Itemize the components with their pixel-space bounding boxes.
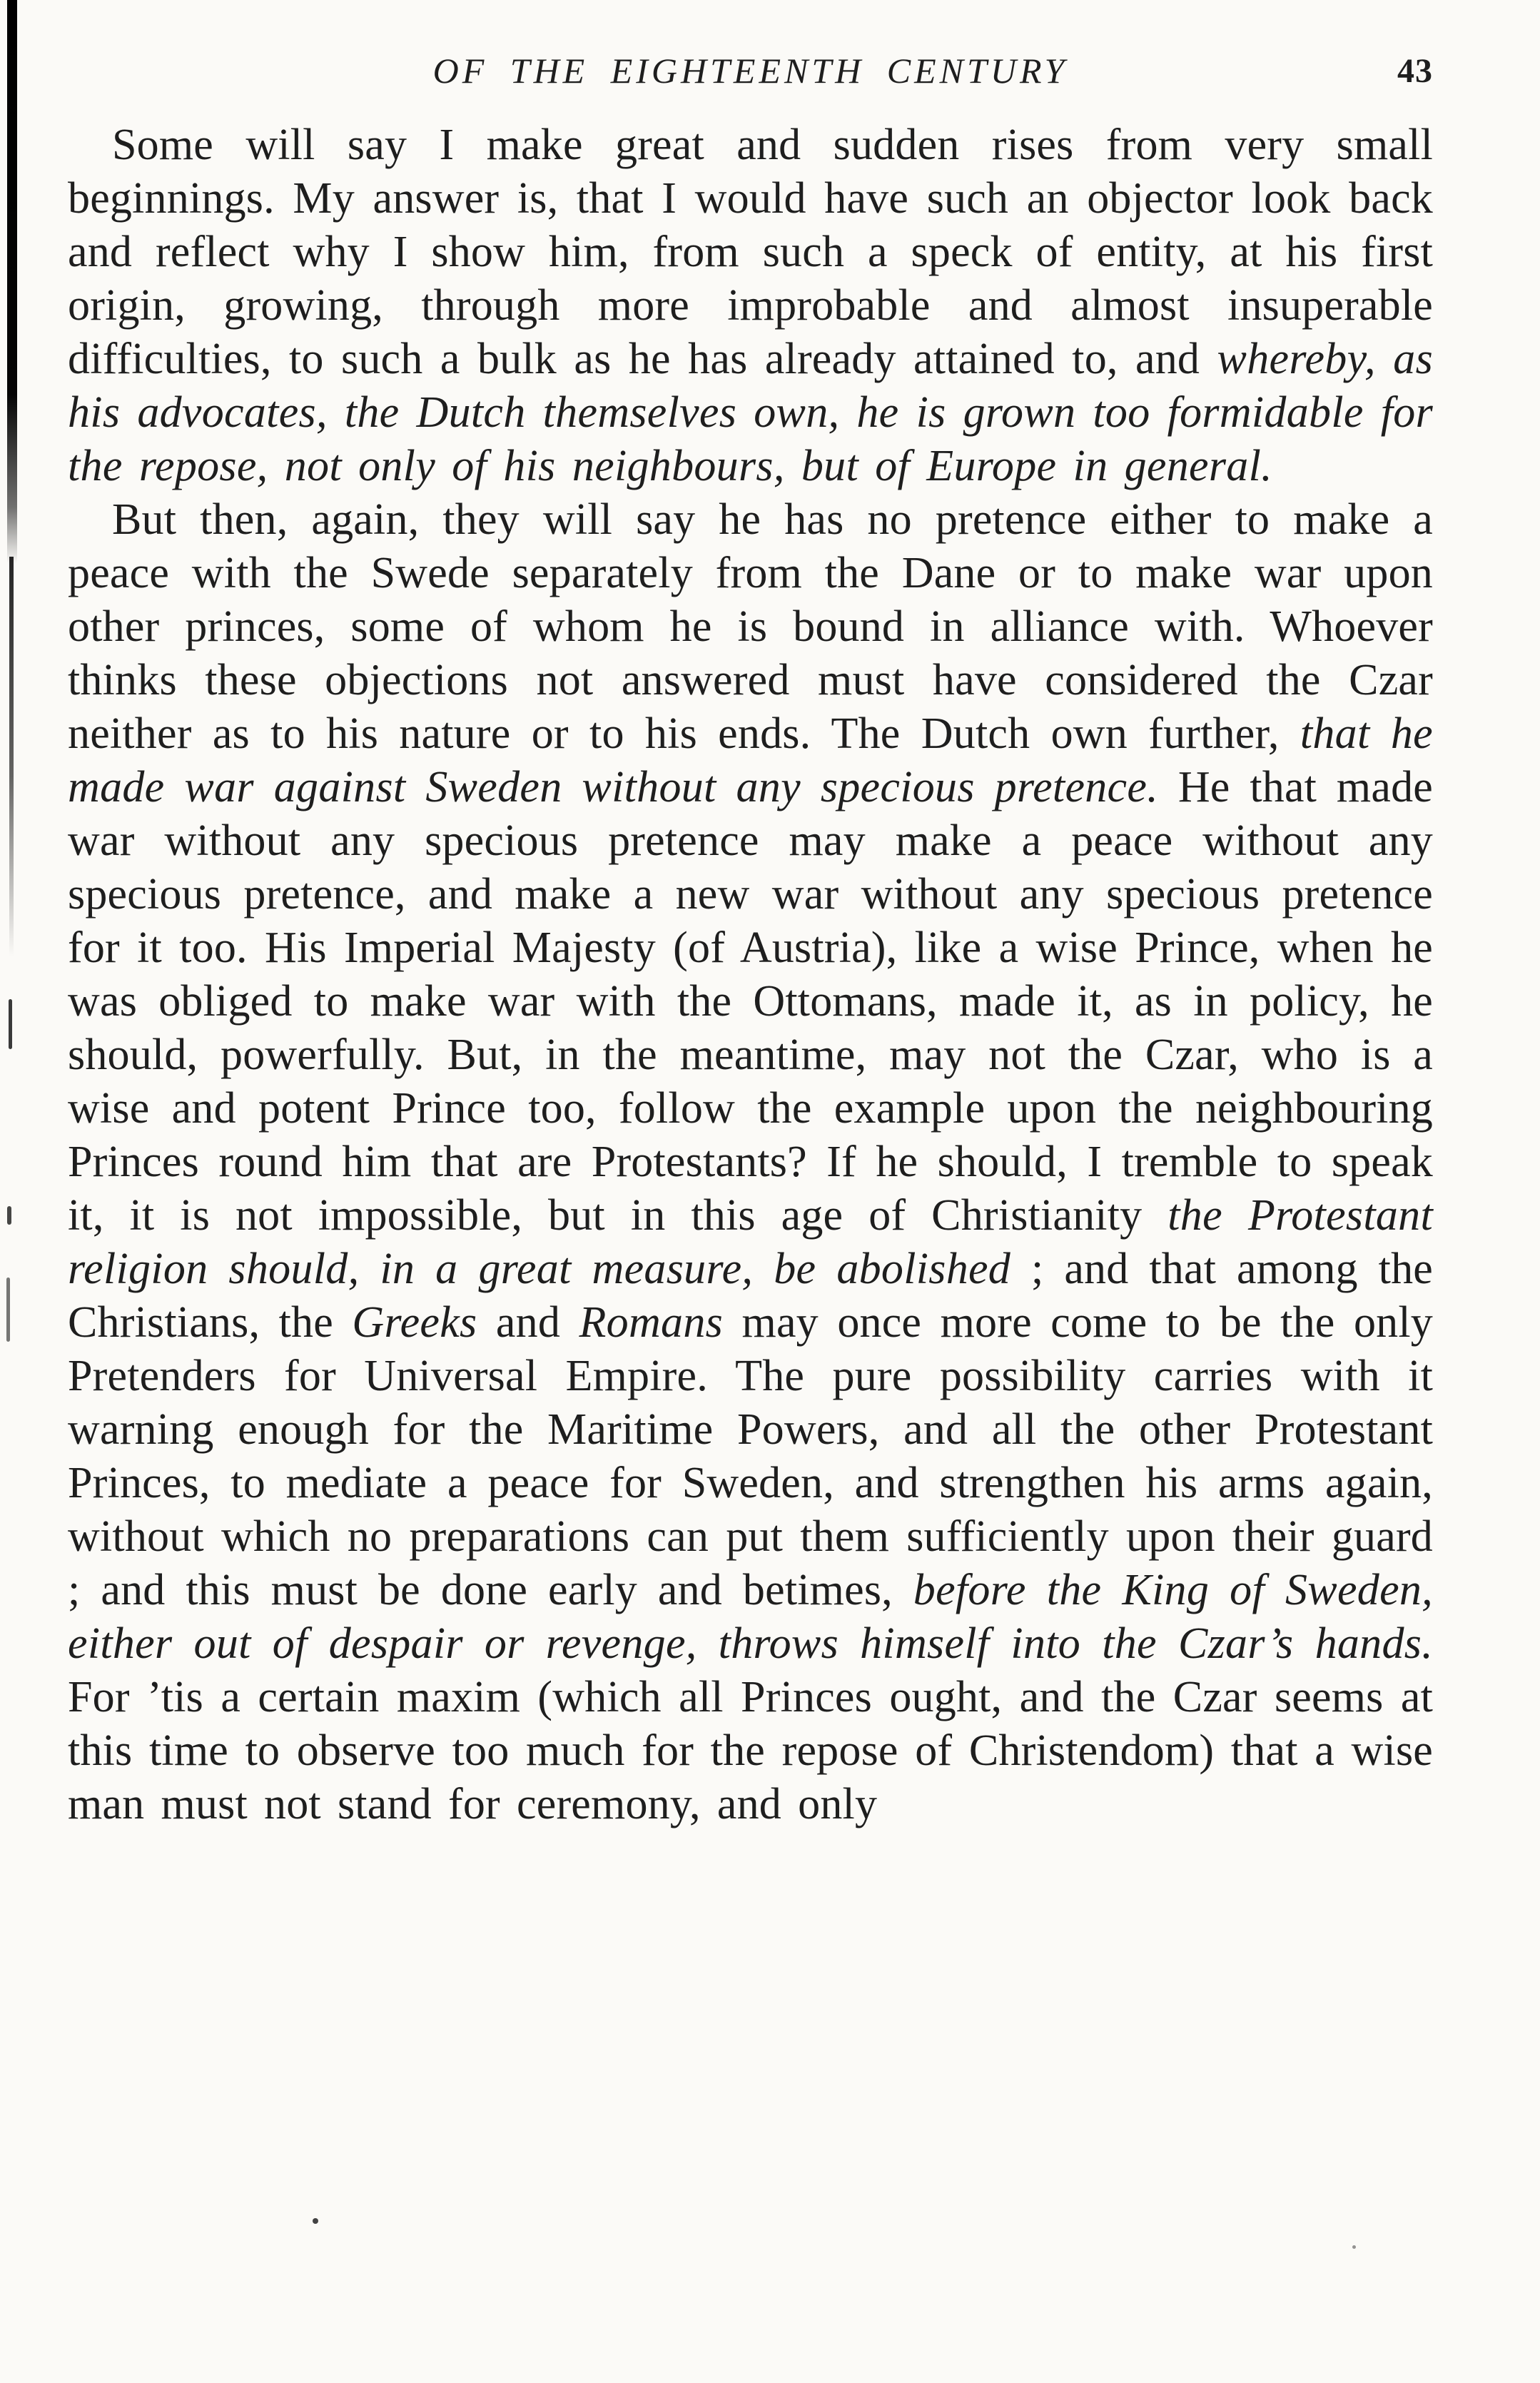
paragraph bbox=[68, 493, 1433, 1831]
scan-artifact bbox=[7, 1206, 11, 1225]
italic-text-run: Greeks bbox=[352, 1298, 477, 1347]
italic-text-run: Romans bbox=[579, 1298, 724, 1347]
scan-artifact bbox=[6, 1277, 10, 1342]
page-header bbox=[68, 50, 1433, 106]
ink-speck bbox=[1352, 2245, 1356, 2249]
body-text bbox=[68, 118, 1433, 1831]
text-run: For ’tis a certain maxim (which all Princes ought, and the Czar seems at this time to observe too much for the repose of Christendom) that a wise man must not stand for ceremony, and only bbox=[68, 1673, 1433, 1828]
ink-speck bbox=[313, 2218, 318, 2224]
scan-binding-artifact bbox=[9, 557, 14, 956]
text-run: ; and that among the Christians, the bbox=[68, 1245, 1433, 1347]
text-run: But then, again, they will say he has no pretence either to make a peace with the Swede separately from the Dane or to make war upon other princes, some of whom he is bound in alliance with. Whoever thinks these objections not answered must have considered the Czar neither as to his nature or to his ends. The Dutch own further, bbox=[68, 495, 1433, 758]
text-run: may once more come to be the only Pretenders for Universal Empire. The pure possibility carries with it warning enough for the Maritime Powers, and all the other Protestant Princes, to mediate a peace for Sweden, and strengthen his arms again, without which no preparations can put them sufficiently upon their guard ; and this must be done early and betimes, bbox=[68, 1298, 1433, 1614]
italic-text-run: before the King of Sweden, either out of despair or revenge, throws himself into the Czar’s hands. bbox=[68, 1566, 1433, 1668]
running-title: OF THE EIGHTEENTH CENTURY bbox=[432, 51, 1068, 91]
text-run: Some will say I make great and sudden rises from very small beginnings. My answer is, that I would have such an objector look back and reflect why I show him, from such a speck of entity, at his first origin, growing, through more improbable and almost insuperable difficulties, to such a bulk as he has already attained to, and bbox=[68, 121, 1433, 383]
italic-text-run: whereby, as his advocates, the Dutch themselves own, he is grown too formidable for the repose, not only of his neighbours, but of Europe in general. bbox=[68, 335, 1433, 490]
text-run: and bbox=[477, 1298, 579, 1347]
page-number: 43 bbox=[1397, 52, 1433, 90]
scan-binding-artifact bbox=[7, 0, 17, 564]
text-run: He that made war without any specious pretence may make a peace without any specious pretence, and make a new war without any specious pretence for it too. His Imperial Majesty (of Austria), like a wise Prince, when he was obliged to make war with the Ottomans, made it, as in policy, he should, powerfully. But, in the meantime, may not the Czar, who is a wise and potent Prince too, follow the example upon the neighbouring Princes round him that are Protestants? If he should, I tremble to speak it, it is not impossible, but in this age of Christianity bbox=[68, 763, 1433, 1240]
italic-text-run: the Protestant religion should, in a great measure, be abolished bbox=[68, 1191, 1433, 1293]
italic-text-run: that he made war against Sweden without any specious pretence. bbox=[68, 709, 1433, 811]
paragraph bbox=[68, 118, 1433, 493]
scan-artifact bbox=[9, 999, 12, 1049]
